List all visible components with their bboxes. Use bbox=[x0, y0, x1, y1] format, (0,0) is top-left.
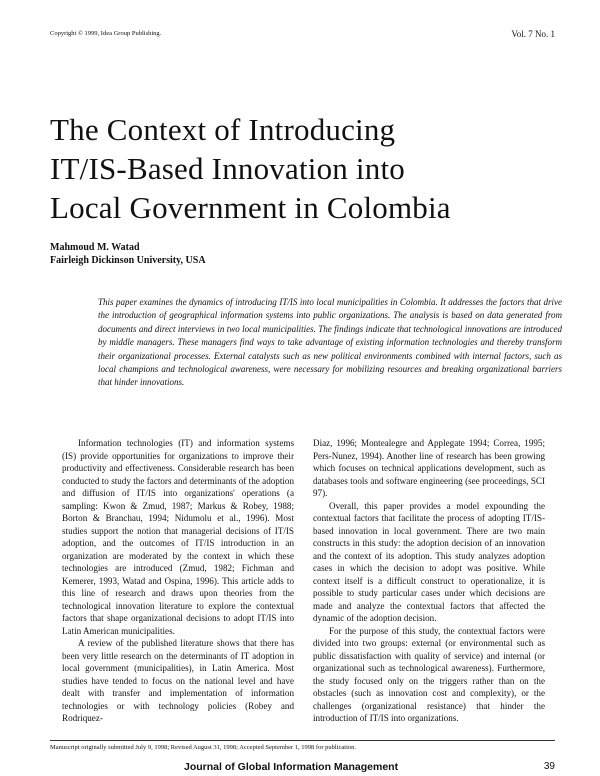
volume-number: Vol. 7 No. 1 bbox=[511, 29, 555, 39]
body-column-right bbox=[313, 437, 545, 725]
manuscript-footnote: Manuscript originally submitted July 9, 1998; Revised August 31, 1998; Accepted September 1, 1998 for publication. bbox=[50, 744, 357, 751]
title-line-2: IT/IS-Based Innovation into bbox=[50, 151, 405, 186]
body-paragraph: For the purpose of this study, the contextual factors were divided into two groups: external (or environmental such as public dissatisfaction with quality of service) and internal (or organizational such as technological awareness). Furthermore, the study focused only on the triggers rather than on the obstacles (such as innovation cost and complexity), or the challenges (organizational resistance) that hinder the introduction of IT/IS into organizations. bbox=[313, 625, 545, 723]
paper-title bbox=[50, 110, 570, 227]
title-line-1: The Context of Introducing bbox=[50, 112, 396, 147]
footnote-divider bbox=[50, 740, 555, 741]
page-number: 39 bbox=[543, 761, 555, 772]
abstract: This paper examines the dynamics of introducing IT/IS into local municipalities in Colombia. It addresses the factors that drive the introduction of geographical information systems into public organizations. The analysis is based on data generated from documents and direct interviews in two local municipalities. The findings indicate that technological innovations are introduced by middle managers. These managers find ways to take advantage of existing information technologies and thereby transform their organizational processes. External catalysts such as new political environments combined with internal factors, such as local champions and technological awareness, were necessary for mobilizing resources and breaking organizational barriers that hinder innovations. bbox=[98, 297, 562, 388]
author-affiliation: Fairleigh Dickinson University, USA bbox=[50, 255, 206, 266]
body-paragraph: Diaz, 1996; Montealegre and Applegate 1994; Correa, 1995; Pers-Nunez, 1994). Another line of research has been growing which focuses on technical applications development, such as databases tools and software engineering (see proceedings, SCI 97). bbox=[313, 438, 545, 498]
journal-name: Journal of Global Information Management bbox=[184, 761, 399, 773]
author-name: Mahmoud M. Watad bbox=[50, 242, 140, 253]
title-line-3: Local Government in Colombia bbox=[50, 190, 451, 225]
body-paragraph: Information technologies (IT) and information systems (IS) provide opportunities for organizations to improve their productivity and effectiveness. Considerable research has been conducted to study the factors and determinants of the adoption and diffusion of IT/IS into organizations' operations (a sampling: Kwon & Zmud, 1987; Markus & Robey, 1988; Borton & Branchau, 1994; Nidumolu et al., 1996). Most studies support the notion that managerial decisions of IT/IS adoption, and the outcomes of IT/IS introduction in an organization are moderated by the context in which these technologies are introduced (Zmud, 1982; Fichman and Kemerer, 1993, Watad and Ospina, 1996). This article adds to this line of research and draws upon theories from the technological innovation literature to explore the contextual factors that shape organizational decisions to adopt IT/IS into Latin American municipalities. bbox=[62, 438, 294, 636]
body-paragraph: A review of the published literature shows that there has been very little research on the determinants of IT adoption in local government (municipalities), in Latin America. Most studies have tended to focus on the national level and have dealt with transfer and implementation of information technologies or with technology policies (Robey and Rodriquez- bbox=[62, 638, 294, 723]
body-paragraph: Overall, this paper provides a model expounding the contextual factors that facilitate the process of adopting IT/IS-based innovation in local government. There are two main constructs in this study: the adoption decision of an innovation and the context of its adoption. This study analyzes adoption cases in which the decision to adopt was positive. While context itself is a difficult construct to operationalize, it is possible to study particular cases under which decisions are made and analyze the contextual factors that affected the dynamic of the adoption decision. bbox=[313, 500, 545, 623]
author-block bbox=[50, 241, 206, 267]
body-column-left bbox=[62, 437, 294, 725]
copyright-notice: Copyright © 1999, Idea Group Publishing. bbox=[50, 30, 162, 37]
